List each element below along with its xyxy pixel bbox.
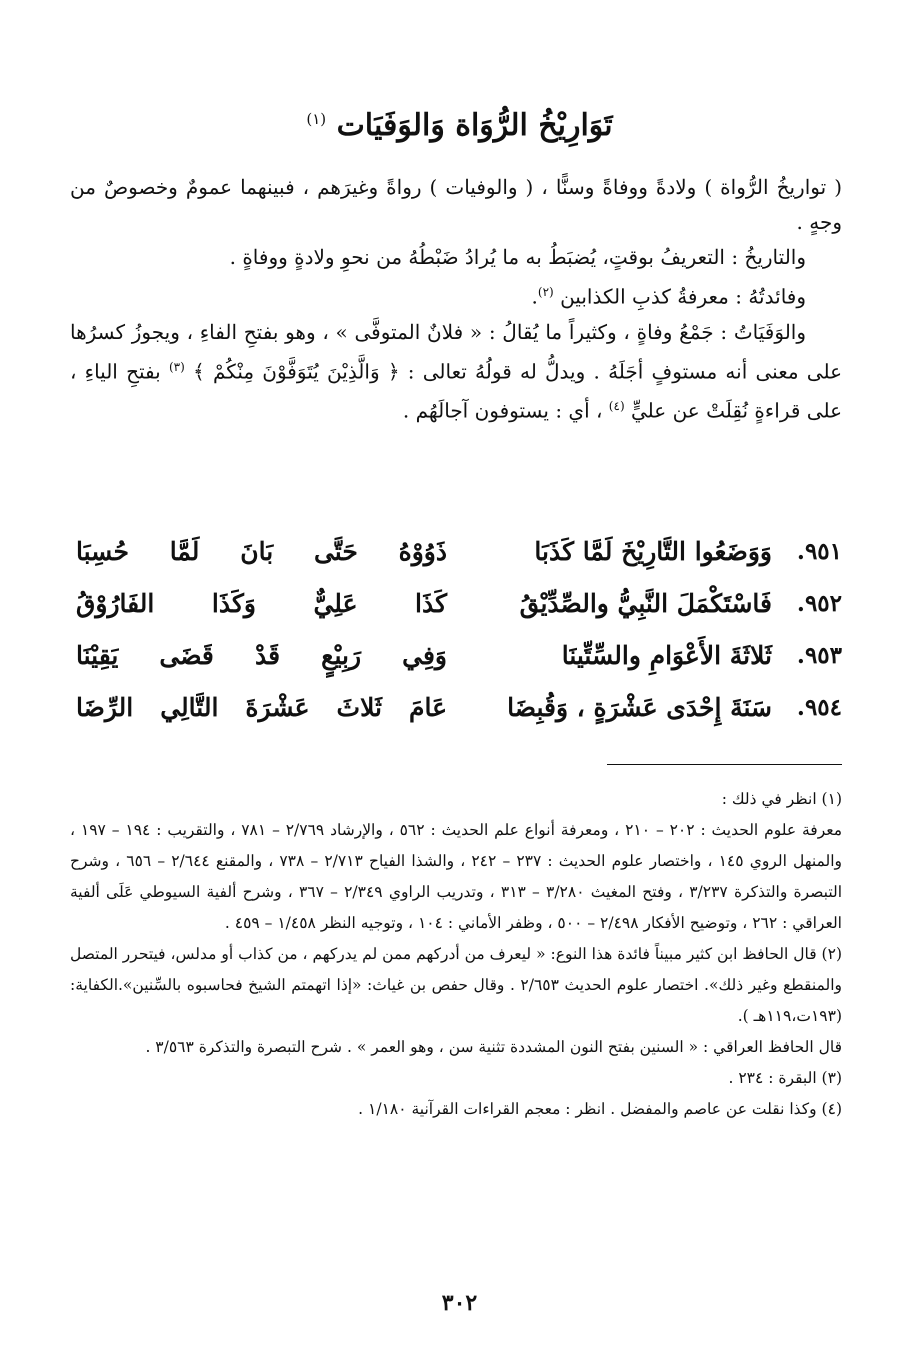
verse-row <box>70 681 842 733</box>
main-text <box>70 170 842 429</box>
footnote-3: (٣) البقرة : ٢٣٤ . <box>728 1069 842 1087</box>
verse-number: ٩٥١. <box>796 537 842 565</box>
footnote-1-head: (١) انظر في ذلك : <box>721 790 842 808</box>
footnote-ref-4: (٤) <box>608 399 625 414</box>
footnote-4: (٤) وكذا نقلت عن عاصم والمفضل . انظر : معجم القراءات القرآنية ١/١٨٠ . <box>358 1100 842 1118</box>
paragraph-4 <box>70 315 842 429</box>
footnotes <box>70 782 842 1125</box>
footnote-2: (٢) قال الحافظ ابن كثير مبيناً فائدة هذا النوع: « ليعرف من أدركهم ممن لم يدركهم ، من كذاب أو مدلس، فيتحرر المتصل والمنقطع وغير ذلك». اختصار علوم الحديث ٢/٦٥٣ . وقال حفص بن غياث: «إذا اتهمتم الشيخ فحاسبوه بالسِّنين».الكفاية:(١٩٣ت،١١٩هـ ). <box>70 945 842 1025</box>
footnote-ref-1: (١) <box>306 110 327 128</box>
paragraph-4-cont: بفتحِ الياءِ ، على قراءةٍ نُقِلَتْ عن عليٍّ <box>70 359 842 423</box>
verse-row <box>70 525 842 577</box>
paragraph-4-text: والوَفَيَاتُ : جَمْعُ وفاةٍ ، وكثيراً ما يُقالُ : « فلانٌ المتوفَّى » ، وهو بفتحِ الفاءِ ، ويجوزُ كسرُها على معنى أنه مستوفٍ أجَلَهُ . ويدلُّ له قولُهُ تعالى : ﴿ وَالَّذِيْنَ يُتَوَفَّوْنَ مِنْكُمْ ﴾ <box>70 319 843 384</box>
verse-second-hemistich: وَفِي رَبِيْعٍ قَدْ قَضَى يَقِيْنَا <box>76 640 447 670</box>
footnote-divider <box>607 764 842 765</box>
paragraph-2: والتاريخُ : التعريفُ بوقتٍ، يُضبَطُ به ما يُرادُ ضَبْطُهُ من نحوِ ولادةٍ ووفاةٍ . <box>229 245 806 269</box>
verse-first-hemistich: ثَلاثَةَ الأَعْوَامِ والسِّتِّينَا <box>561 640 772 670</box>
paragraph-1: ( تواريخُ الرُّواة ) ولادةً ووفاةً وسنًّا ، ( والوفيات ) رواةً وغيرَهم ، فبينهما عمومٌ وخصوصٌ من وجهٍ . <box>70 175 842 234</box>
verse-number: ٩٥٣. <box>796 641 842 669</box>
section-title-text: تَوَارِيْخُ الرُّوَاة وَالوَفَيَات <box>336 108 613 143</box>
footnote-2-cont: قال الحافظ العراقي : « السنين بفتح النون المشددة تثنية سن ، وهو العمر » . شرح التبصرة والتذكرة ٣/٥٦٣ . <box>145 1038 842 1056</box>
verse-number: ٩٥٢. <box>796 589 842 617</box>
footnote-ref-2: (٢) <box>537 285 554 299</box>
paragraph-3: وفائدتُهُ : معرفةُ كذبِ الكذابين $^{(٢)}$. <box>531 284 806 309</box>
verse-row <box>70 629 842 681</box>
poem-verses <box>70 525 842 733</box>
section-title <box>0 108 919 143</box>
footnote-1-body: معرفة علوم الحديث : ٢٠٢ – ٢١٠ ، ومعرفة أنواع علم الحديث : ٥٦٢ ، والإرشاد ٢/٧٦٩ – ٧٨١ ، والتقريب : ١٩٤ – ١٩٧ ، والمنهل الروي ١٤٥ ، واختصار علوم الحديث : ٢٣٧ – ٢٤٢ ، والشذا الفياح ٢/٧١٣ – ٧٣٨ ، والمقنع ٢/٦٤٤ – ٦٥٦ ، وشرح التبصرة والتذكرة ٣/٢٣٧ ، وفتح المغيث ٣/٢٨٠ – ٣١٣ ، وتدريب الراوي ٢/٣٤٩ – ٣٦٧ ، وشرح ألفية السيوطي عَلَى ألفية العراقي : ٢٦٢ ، وتوضيح الأفكار ٢/٤٩٨ – ٥٠٠ ، وظفر الأماني : ١٠٤ ، وتوجيه النظر ١/٤٥٨ – ٤٥٩ . <box>70 821 843 932</box>
page-number: ٣٠٢ <box>441 1290 478 1316</box>
verse-first-hemistich: وَوَضَعُوا التَّارِيْخَ لَمَّا كَذَبَا <box>534 536 772 566</box>
verse-first-hemistich: سَنَةَ إِحْدَى عَشْرَةٍ ، وَقُبِضَا <box>507 692 772 722</box>
verse-number: ٩٥٤. <box>796 693 842 721</box>
verse-row <box>70 577 842 629</box>
verse-second-hemistich: كَذَا عَلِيٌّ وَكَذَا الفَارُوْقُ <box>76 588 447 618</box>
paragraph-3-text: وفائدتُهُ : معرفةُ كذبِ الكذابين <box>560 284 806 309</box>
verse-first-hemistich: فَاسْتَكْمَلَ النَّبِيُّ والصِّدِّيْقُ <box>519 588 772 618</box>
verse-second-hemistich: ذَوُوْهُ حَتَّى بَانَ لَمَّا حُسِبَا <box>76 536 447 566</box>
verse-second-hemistich: عَامَ ثَلاثَ عَشْرَةَ التَّالِي الرِّضَا <box>76 692 447 722</box>
paragraph-4-end: ، أي : يستوفون آجالَهُم . <box>402 398 603 423</box>
footnote-ref-3: (٣) <box>168 359 185 374</box>
